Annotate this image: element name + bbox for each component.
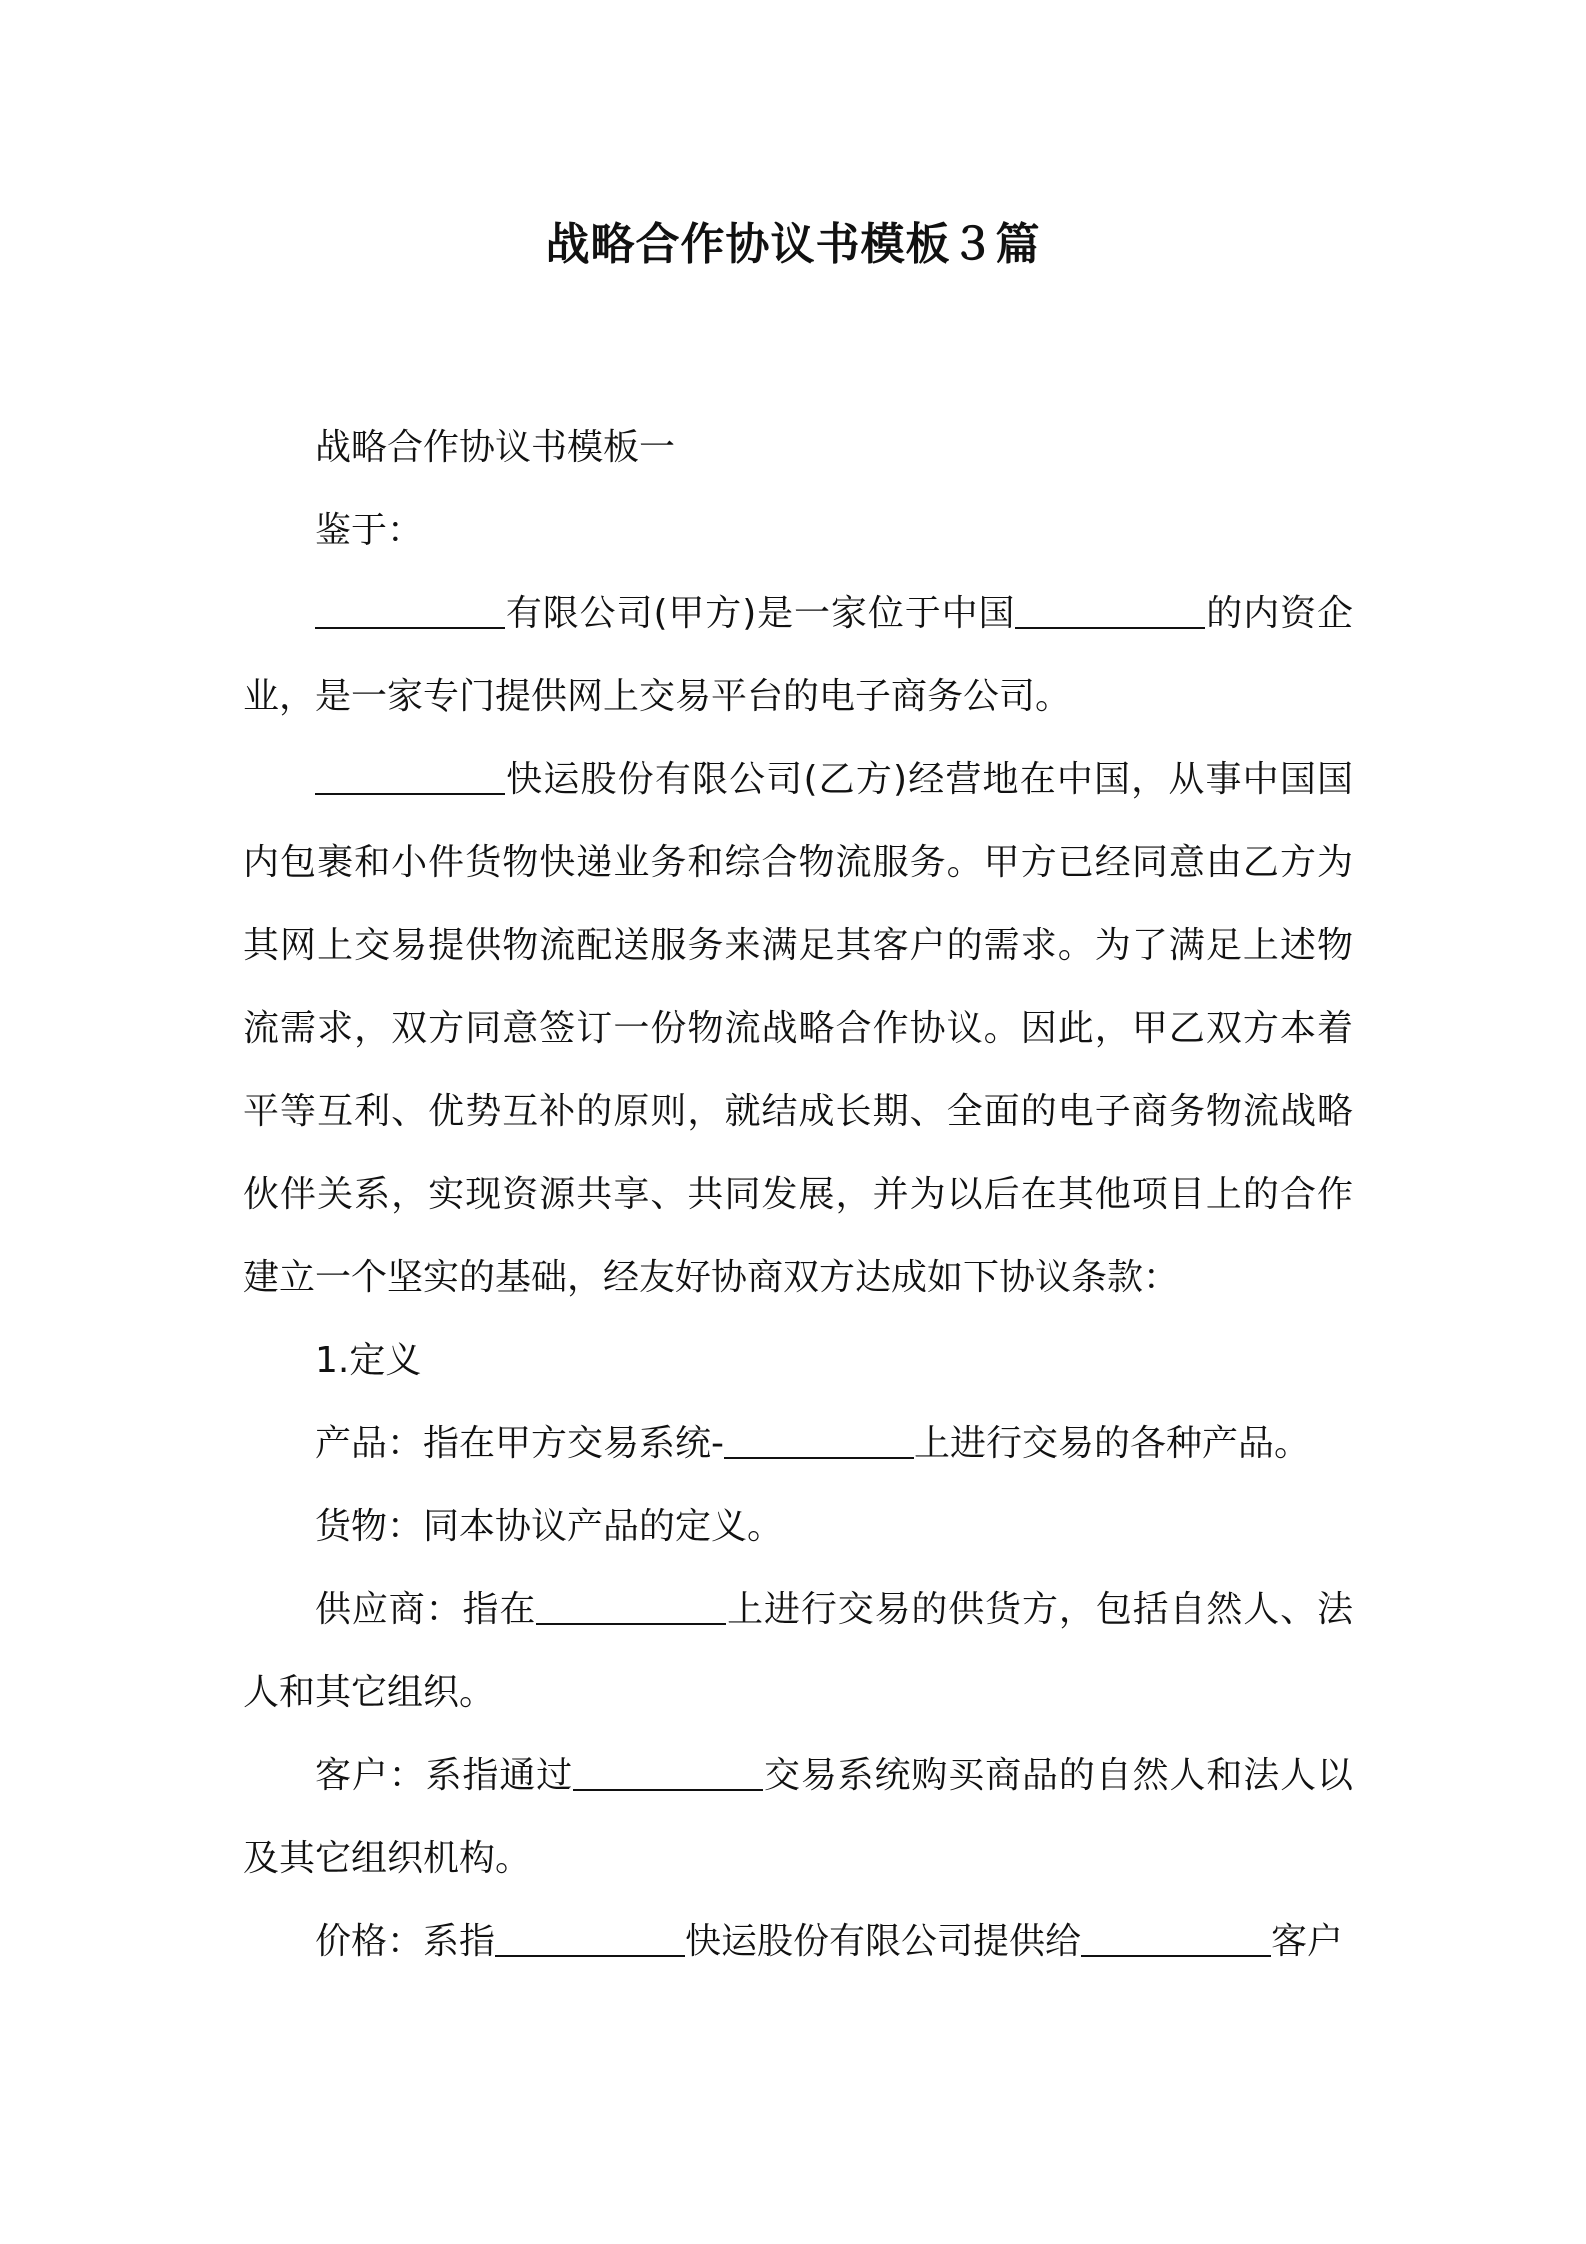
party-a-text-1: 有限公司(甲方)是一家位于中国 [505,593,1016,634]
supplier-text-1: 供应商：指在 [315,1589,537,1630]
definition-customer [243,1734,1353,1900]
price-text-2: 快运股份有限公司提供给 [685,1921,1082,1962]
fill-in-blank [315,591,505,629]
customer-text-2: 交易系统购买商品的自然人和法人以及其它组织机构。 [243,1755,1353,1879]
party-a-text-2: 的内资企业，是一家专门提供网上交易平台的电子商务公司。 [243,593,1353,717]
price-text-1: 价格：系指 [315,1921,496,1962]
price-text-3: 客户 [1271,1921,1344,1962]
product-text-2: 上进行交易的各种产品。 [914,1423,1311,1464]
section-1-heading: 1.定义 [315,1340,422,1381]
party-b-paragraph [243,738,1353,1319]
document-title: 战略合作协议书模板３篇 [545,219,1041,270]
whereas-heading: 鉴于： [315,510,424,551]
document-body [243,406,1353,1983]
product-text-1: 产品：指在甲方交易系统- [315,1423,724,1464]
fill-in-blank [1081,1919,1271,1957]
party-b-text: 快运股份有限公司(乙方)经营地在中国，从事中国国内包裹和小件货物快递业务和综合物流服务。甲方已经同意由乙方为其网上交易提供物流配送服务来满足其客户的需求。为了满足上述物流需求，双方同意签订一份物流战略合作协议。因此，甲乙双方本着平等互利、优势互补的原则，就结成长期、全面的电子商务物流战略伙伴关系，实现资源共享、共同发展，并为以后在其他项目上的合作建立一个坚实的基础，经友好协商双方达成如下协议条款： [243,759,1353,1298]
customer-text-1: 客户：系指通过 [315,1755,574,1796]
fill-in-blank [573,1753,763,1791]
party-a-paragraph [243,572,1353,738]
definition-supplier [243,1568,1353,1734]
fill-in-blank [315,757,505,795]
supplier-text-2: 上进行交易的供货方，包括自然人、法人和其它组织。 [243,1589,1353,1713]
fill-in-blank [724,1421,914,1459]
definition-goods: 货物：同本协议产品的定义。 [315,1506,784,1547]
fill-in-blank [1015,591,1205,629]
subtitle: 战略合作协议书模板一 [315,427,676,468]
definition-price [243,1900,1353,1983]
fill-in-blank [536,1587,726,1625]
definition-product [243,1402,1353,1485]
fill-in-blank [495,1919,685,1957]
